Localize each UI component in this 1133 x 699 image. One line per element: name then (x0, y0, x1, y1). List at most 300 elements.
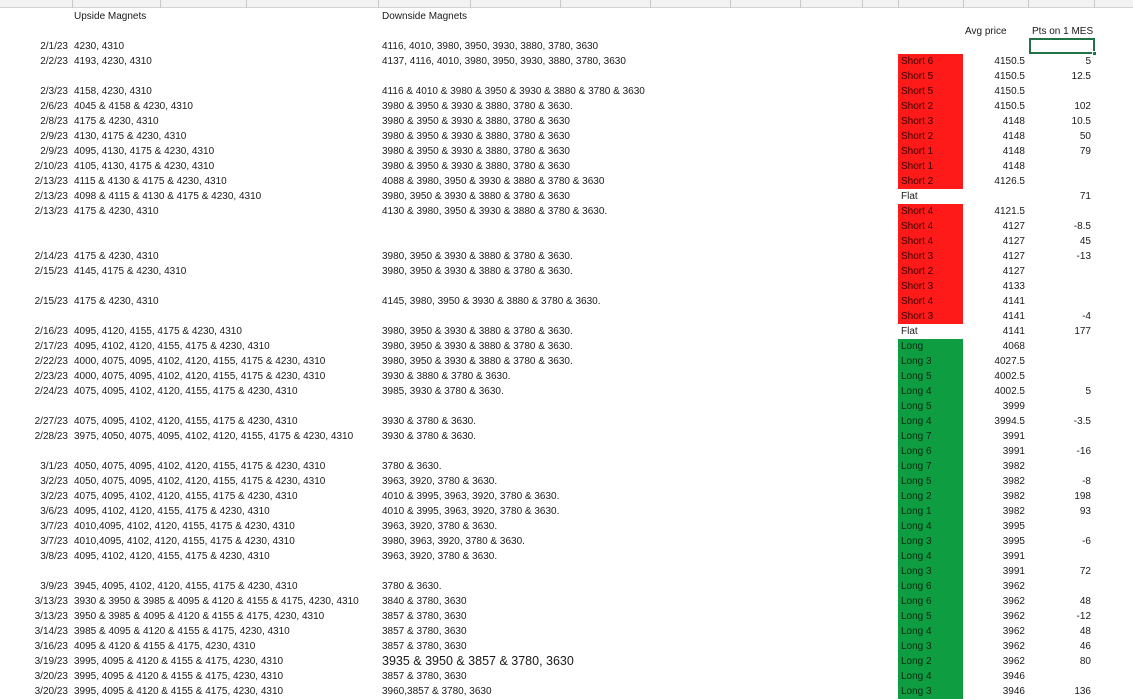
column-divider (862, 0, 863, 8)
date-cell[interactable]: 3/20/23 (34, 671, 68, 682)
downside-magnets-cell[interactable] (382, 219, 712, 234)
downside-magnets-cell[interactable]: 4130 & 3980, 3950 & 3930 & 3880 & 3780 & 3630. (382, 206, 608, 217)
upside-magnets-cell[interactable]: 4175 & 4230, 4310 (74, 251, 159, 262)
avg-price-cell[interactable]: 3982 (1002, 461, 1025, 472)
upside-magnets-cell[interactable]: 4175 & 4230, 4310 (74, 206, 159, 217)
position-cell[interactable]: Short 4 (898, 204, 963, 219)
points-cell[interactable]: 71 (1079, 191, 1091, 202)
table-row (0, 309, 1133, 324)
points-cell[interactable] (1030, 204, 1093, 219)
column-divider (650, 0, 651, 8)
upside-magnets-cell[interactable]: 4075, 4095, 4102, 4120, 4155, 4175 & 4230, 4310 (74, 386, 298, 397)
table-row (0, 444, 1133, 459)
position-cell[interactable]: Short 3 (898, 249, 963, 264)
avg-price-cell[interactable]: 3991 (1002, 551, 1025, 562)
points-cell[interactable] (1030, 339, 1093, 354)
upside-magnets-cell[interactable]: 3930 & 3950 & 3985 & 4095 & 4120 & 4155 & 4175, 4230, 4310 (74, 596, 359, 607)
position-cell[interactable]: Long 2 (898, 654, 963, 669)
table-row (0, 384, 1133, 399)
date-cell[interactable]: 2/2/23 (40, 56, 68, 67)
upside-magnets-cell[interactable]: 3985 & 4095 & 4120 & 4155 & 4175, 4230, 4310 (74, 626, 290, 637)
downside-magnets-cell[interactable]: 3980, 3950 & 3930 & 3880 & 3780 & 3630. (382, 356, 573, 367)
avg-price-cell[interactable]: 4027.5 (994, 356, 1025, 367)
position-cell[interactable]: Short 2 (898, 264, 963, 279)
downside-magnets-cell[interactable]: 4116, 4010, 3980, 3950, 3930, 3880, 3780, 3630 (382, 41, 599, 52)
downside-magnets-cell[interactable] (382, 279, 712, 294)
position-cell[interactable]: Long 4 (898, 414, 963, 429)
date-cell[interactable]: 2/9/23 (40, 146, 68, 157)
upside-magnets-cell[interactable]: 4095 & 4120 & 4155 & 4175, 4230, 4310 (74, 641, 256, 652)
downside-magnets-cell[interactable]: 3930 & 3780 & 3630. (382, 431, 476, 442)
downside-magnets-cell[interactable]: 3980 & 3950 & 3930 & 3880, 3780 & 3630 (382, 161, 570, 172)
downside-magnets-cell[interactable] (382, 234, 712, 249)
date-cell[interactable]: 2/23/23 (34, 371, 68, 382)
upside-magnets-cell[interactable]: 4075, 4095, 4102, 4120, 4155, 4175 & 4230, 4310 (74, 491, 298, 502)
points-cell[interactable]: 5 (1085, 386, 1091, 397)
points-cell[interactable]: 5 (1085, 56, 1091, 67)
avg-price-cell[interactable]: 3946 (1002, 671, 1025, 682)
date-cell[interactable]: 3/2/23 (40, 476, 68, 487)
downside-magnets-cell[interactable]: 3980, 3950 & 3930 & 3880 & 3780 & 3630. (382, 341, 573, 352)
position-cell[interactable]: Long 3 (898, 564, 963, 579)
upside-magnets-cell[interactable]: 4095, 4120, 4155, 4175 & 4230, 4310 (74, 326, 242, 337)
date-cell[interactable]: 3/1/23 (40, 461, 68, 472)
avg-price-cell[interactable]: 3999 (1002, 401, 1025, 412)
upside-magnets-cell[interactable]: 4075, 4095, 4102, 4120, 4155, 4175 & 4230, 4310 (74, 416, 298, 427)
column-divider (246, 0, 247, 8)
points-cell[interactable]: 48 (1079, 596, 1091, 607)
points-cell[interactable] (1030, 174, 1093, 189)
position-cell[interactable]: Long (898, 339, 963, 354)
position-cell[interactable]: Long 1 (898, 504, 963, 519)
upside-magnets-cell[interactable]: 4230, 4310 (74, 41, 125, 52)
avg-price-cell[interactable]: 3962 (1002, 596, 1025, 607)
points-cell[interactable]: 79 (1079, 146, 1091, 157)
points-cell[interactable]: -6 (1082, 536, 1091, 547)
table-row (0, 339, 1133, 354)
points-cell[interactable]: -16 (1076, 446, 1091, 457)
position-cell[interactable]: Short 2 (898, 99, 963, 114)
date-cell[interactable] (0, 234, 72, 249)
position-cell[interactable]: Flat (898, 189, 963, 204)
avg-price-cell[interactable]: 4148 (1002, 116, 1025, 127)
column-divider (1028, 0, 1029, 8)
avg-price-cell[interactable]: 4127 (1002, 221, 1025, 232)
date-cell[interactable]: 2/15/23 (34, 266, 68, 277)
avg-price-cell[interactable]: 4150.5 (994, 71, 1025, 82)
points-cell[interactable] (1030, 264, 1093, 279)
avg-price-cell[interactable]: 4148 (1002, 161, 1025, 172)
points-cell[interactable]: -3.5 (1073, 416, 1091, 427)
avg-price-cell[interactable]: 3995 (1002, 536, 1025, 547)
position-cell[interactable]: Long 5 (898, 369, 963, 384)
points-cell[interactable]: -12 (1076, 611, 1091, 622)
avg-price-cell[interactable]: 4002.5 (994, 386, 1025, 397)
points-cell[interactable]: 10.5 (1071, 116, 1091, 127)
column-divider (160, 0, 161, 8)
points-cell[interactable]: 46 (1079, 641, 1091, 652)
position-cell[interactable]: Long 4 (898, 549, 963, 564)
date-cell[interactable]: 3/13/23 (34, 596, 68, 607)
position-cell[interactable]: Short 2 (898, 174, 963, 189)
table-row (0, 69, 1133, 84)
avg-price-cell[interactable]: 4002.5 (994, 371, 1025, 382)
points-cell[interactable] (1030, 369, 1093, 384)
avg-price-cell[interactable]: 3995 (1002, 521, 1025, 532)
upside-magnets-cell[interactable]: 4095, 4102, 4120, 4155, 4175 & 4230, 4310 (74, 551, 270, 562)
table-row (0, 549, 1133, 564)
date-cell[interactable] (0, 309, 72, 324)
downside-magnets-cell[interactable]: 3980, 3950 & 3930 & 3880 & 3780 & 3630. (382, 251, 573, 262)
upside-magnets-cell[interactable]: 4095, 4102, 4120, 4155, 4175 & 4230, 4310 (74, 506, 270, 517)
points-cell[interactable] (1030, 294, 1093, 309)
avg-price-cell[interactable]: 4150.5 (994, 101, 1025, 112)
date-cell[interactable] (0, 219, 72, 234)
downside-magnets-cell[interactable]: 4010 & 3995, 3963, 3920, 3780 & 3630. (382, 491, 560, 502)
downside-magnets-cell[interactable]: 3980 & 3950 & 3930 & 3880, 3780 & 3630. (382, 101, 573, 112)
date-cell[interactable]: 2/8/23 (40, 116, 68, 127)
date-cell[interactable]: 3/7/23 (40, 536, 68, 547)
avg-price-cell[interactable]: 3994.5 (994, 416, 1025, 427)
table-row (0, 609, 1133, 624)
downside-magnets-cell[interactable]: 4116 & 4010 & 3980 & 3950 & 3930 & 3880 & 3780 & 3630 (382, 86, 645, 97)
points-cell[interactable]: 12.5 (1071, 71, 1091, 82)
avg-price-cell[interactable]: 4141 (1002, 326, 1025, 337)
table-row (0, 474, 1133, 489)
position-cell[interactable]: Long 7 (898, 429, 963, 444)
date-cell[interactable]: 2/13/23 (34, 206, 68, 217)
date-cell[interactable] (0, 564, 72, 579)
points-cell[interactable] (1030, 669, 1093, 684)
date-cell[interactable]: 2/13/23 (34, 176, 68, 187)
upside-magnets-cell[interactable]: 3945, 4095, 4102, 4120, 4155, 4175 & 4230, 4310 (74, 581, 298, 592)
points-cell[interactable]: -4 (1082, 311, 1091, 322)
points-cell[interactable] (1030, 84, 1093, 99)
points-cell[interactable]: -8.5 (1073, 221, 1091, 232)
points-cell[interactable]: 72 (1079, 566, 1091, 577)
avg-price-cell[interactable]: 3991 (1002, 566, 1025, 577)
position-cell[interactable]: Long 6 (898, 594, 963, 609)
active-cell-selection[interactable] (1029, 38, 1095, 54)
downside-magnets-cell[interactable]: 3980 & 3950 & 3930 & 3880, 3780 & 3630 (382, 116, 570, 127)
table-row (0, 354, 1133, 369)
date-cell[interactable]: 2/6/23 (40, 101, 68, 112)
position-cell[interactable]: Long 5 (898, 609, 963, 624)
points-cell[interactable] (1030, 399, 1093, 414)
date-cell[interactable]: 2/16/23 (34, 326, 68, 337)
avg-price-cell[interactable]: 4150.5 (994, 56, 1025, 67)
date-cell[interactable]: 2/10/23 (34, 161, 68, 172)
upside-magnets-cell[interactable]: 4175 & 4230, 4310 (74, 116, 159, 127)
avg-price-cell[interactable]: 3962 (1002, 626, 1025, 637)
column-header-bar[interactable] (0, 0, 1133, 8)
points-cell[interactable]: 45 (1079, 236, 1091, 247)
downside-magnets-cell[interactable]: 3857 & 3780, 3630 (382, 611, 467, 622)
upside-magnets-cell[interactable]: 4095, 4102, 4120, 4155, 4175 & 4230, 4310 (74, 341, 270, 352)
upside-magnets-cell[interactable] (74, 279, 378, 294)
avg-price-cell[interactable]: 4127 (1002, 251, 1025, 262)
date-cell[interactable]: 2/9/23 (40, 131, 68, 142)
avg-price-cell[interactable] (963, 39, 1027, 54)
upside-magnets-header[interactable]: Upside Magnets (74, 11, 147, 22)
avg-price-cell[interactable]: 4121.5 (994, 206, 1025, 217)
position-cell[interactable]: Short 5 (898, 84, 963, 99)
table-row (0, 189, 1133, 204)
avg-price-cell[interactable]: 4141 (1002, 296, 1025, 307)
points-cell[interactable]: 177 (1074, 326, 1091, 337)
upside-magnets-cell[interactable]: 3995, 4095 & 4120 & 4155 & 4175, 4230, 4310 (74, 656, 284, 667)
downside-magnets-cell[interactable] (382, 69, 712, 84)
date-cell[interactable]: 3/9/23 (40, 581, 68, 592)
position-cell[interactable]: Long 5 (898, 399, 963, 414)
avg-price-cell[interactable]: 3962 (1002, 641, 1025, 652)
avg-price-cell[interactable]: 3962 (1002, 656, 1025, 667)
date-cell[interactable]: 3/6/23 (40, 506, 68, 517)
date-cell[interactable]: 2/1/23 (40, 41, 68, 52)
table-row (0, 54, 1133, 69)
downside-magnets-cell[interactable]: 3930 & 3880 & 3780 & 3630. (382, 371, 511, 382)
date-cell[interactable]: 2/14/23 (34, 251, 68, 262)
upside-magnets-cell[interactable]: 4105, 4130, 4175 & 4230, 4310 (74, 161, 215, 172)
position-cell[interactable]: Short 6 (898, 54, 963, 69)
table-row (0, 84, 1133, 99)
downside-magnets-cell[interactable] (382, 309, 712, 324)
upside-magnets-cell[interactable] (74, 564, 378, 579)
column-divider (470, 0, 471, 8)
date-cell[interactable]: 3/2/23 (40, 491, 68, 502)
upside-magnets-cell[interactable]: 4045 & 4158 & 4230, 4310 (74, 101, 193, 112)
date-cell[interactable] (0, 69, 72, 84)
date-cell[interactable]: 3/16/23 (34, 641, 68, 652)
avg-price-cell[interactable]: 3946 (1002, 686, 1025, 697)
position-cell[interactable]: Short 5 (898, 69, 963, 84)
points-cell[interactable]: 48 (1079, 626, 1091, 637)
position-cell[interactable]: Long 3 (898, 684, 963, 699)
position-cell[interactable]: Long 6 (898, 444, 963, 459)
downside-magnets-cell[interactable]: 3985, 3930 & 3780 & 3630. (382, 386, 504, 397)
upside-magnets-cell[interactable]: 4095, 4130, 4175 & 4230, 4310 (74, 146, 215, 157)
upside-magnets-cell[interactable]: 3975, 4050, 4075, 4095, 4102, 4120, 4155, 4175 & 4230, 4310 (74, 431, 354, 442)
upside-magnets-cell[interactable] (74, 399, 378, 414)
downside-magnets-cell[interactable] (382, 399, 712, 414)
subheader-row (0, 24, 1133, 39)
upside-magnets-cell[interactable]: 4050, 4075, 4095, 4102, 4120, 4155, 4175 & 4230, 4310 (74, 476, 326, 487)
upside-magnets-cell[interactable]: 3995, 4095 & 4120 & 4155 & 4175, 4230, 4310 (74, 671, 284, 682)
upside-magnets-cell[interactable] (74, 219, 378, 234)
downside-magnets-cell[interactable]: 3980, 3963, 3920, 3780 & 3630. (382, 536, 525, 547)
downside-magnets-cell[interactable]: 3930 & 3780 & 3630. (382, 416, 476, 427)
upside-magnets-cell[interactable]: 3995, 4095 & 4120 & 4155 & 4175, 4230, 4310 (74, 686, 284, 697)
upside-magnets-cell[interactable] (74, 309, 378, 324)
downside-magnets-cell[interactable]: 3857 & 3780, 3630 (382, 626, 467, 637)
date-cell[interactable]: 2/28/23 (34, 431, 68, 442)
downside-magnets-cell[interactable]: 3780 & 3630. (382, 581, 442, 592)
avg-price-cell[interactable]: 4148 (1002, 146, 1025, 157)
upside-magnets-cell[interactable]: 4098 & 4115 & 4130 & 4175 & 4230, 4310 (74, 191, 262, 202)
date-cell[interactable]: 2/13/23 (34, 191, 68, 202)
upside-magnets-cell[interactable] (74, 69, 378, 84)
avg-price-cell[interactable]: 4127 (1002, 236, 1025, 247)
points-cell[interactable] (1030, 354, 1093, 369)
position-cell[interactable]: Long 4 (898, 519, 963, 534)
date-cell[interactable]: 2/27/23 (34, 416, 68, 427)
upside-magnets-cell[interactable]: 4175 & 4230, 4310 (74, 296, 159, 307)
position-cell[interactable]: Long 6 (898, 579, 963, 594)
avg-price-cell[interactable]: 3982 (1002, 476, 1025, 487)
avg-price-cell[interactable]: 4150.5 (994, 86, 1025, 97)
table-row (0, 39, 1133, 54)
position-cell[interactable]: Short 3 (898, 309, 963, 324)
position-cell[interactable]: Long 4 (898, 624, 963, 639)
position-cell[interactable]: Long 5 (898, 474, 963, 489)
upside-magnets-cell[interactable]: 4130, 4175 & 4230, 4310 (74, 131, 187, 142)
upside-magnets-cell[interactable]: 4115 & 4130 & 4175 & 4230, 4310 (74, 176, 227, 187)
downside-magnets-cell[interactable]: 3980 & 3950 & 3930 & 3880, 3780 & 3630 (382, 131, 570, 142)
avg-price-cell[interactable]: 4148 (1002, 131, 1025, 142)
points-cell[interactable] (1030, 459, 1093, 474)
upside-magnets-cell[interactable]: 4010,4095, 4102, 4120, 4155, 4175 & 4230, 4310 (74, 536, 295, 547)
downside-magnets-cell[interactable]: 3857 & 3780, 3630 (382, 671, 467, 682)
column-divider (1094, 0, 1095, 8)
date-cell[interactable]: 2/17/23 (34, 341, 68, 352)
date-cell[interactable] (0, 444, 72, 459)
downside-magnets-cell[interactable]: 3980, 3950 & 3930 & 3880 & 3780 & 3630 (382, 191, 570, 202)
points-cell[interactable]: 198 (1074, 491, 1091, 502)
position-cell[interactable]: Short 2 (898, 129, 963, 144)
position-cell[interactable]: Short 3 (898, 279, 963, 294)
avg-price-cell[interactable]: 4068 (1002, 341, 1025, 352)
downside-magnets-cell[interactable]: 3963, 3920, 3780 & 3630. (382, 551, 498, 562)
avg-price-cell[interactable]: 4127 (1002, 266, 1025, 277)
points-cell[interactable] (1030, 579, 1093, 594)
upside-magnets-cell[interactable]: 4158, 4230, 4310 (74, 86, 152, 97)
avg-price-cell[interactable]: 4141 (1002, 311, 1025, 322)
points-cell[interactable] (1030, 279, 1093, 294)
table-row (0, 639, 1133, 654)
points-cell[interactable]: 80 (1079, 656, 1091, 667)
position-cell[interactable]: Short 4 (898, 234, 963, 249)
points-cell[interactable] (1030, 519, 1093, 534)
table-row (0, 129, 1133, 144)
date-cell[interactable]: 3/14/23 (34, 626, 68, 637)
table-row (0, 219, 1133, 234)
position-cell[interactable]: Short 4 (898, 294, 963, 309)
date-cell[interactable] (0, 399, 72, 414)
date-cell[interactable]: 2/3/23 (40, 86, 68, 97)
upside-magnets-cell[interactable]: 4000, 4075, 4095, 4102, 4120, 4155, 4175 & 4230, 4310 (74, 356, 326, 367)
points-cell[interactable]: 93 (1079, 506, 1091, 517)
downside-magnets-cell[interactable]: 3963, 3920, 3780 & 3630. (382, 521, 498, 532)
points-cell[interactable] (1030, 429, 1093, 444)
downside-magnets-cell[interactable]: 4145, 3980, 3950 & 3930 & 3880 & 3780 & 3630. (382, 296, 601, 307)
avg-price-cell[interactable]: 3982 (1002, 491, 1025, 502)
table-row (0, 594, 1133, 609)
avg-price-header[interactable]: Avg price (965, 26, 1007, 37)
downside-magnets-cell[interactable]: 3840 & 3780, 3630 (382, 596, 467, 607)
avg-price-cell[interactable]: 3982 (1002, 506, 1025, 517)
date-cell[interactable]: 3/13/23 (34, 611, 68, 622)
position-cell[interactable]: Short 1 (898, 159, 963, 174)
table-row (0, 99, 1133, 114)
points-cell[interactable]: 50 (1079, 131, 1091, 142)
points-cell[interactable]: 102 (1074, 101, 1091, 112)
avg-price-cell[interactable]: 4126.5 (994, 176, 1025, 187)
upside-magnets-cell[interactable]: 3950 & 3985 & 4095 & 4120 & 4155 & 4175, 4230, 4310 (74, 611, 325, 622)
downside-magnets-cell[interactable]: 3963, 3920, 3780 & 3630. (382, 476, 498, 487)
position-cell[interactable]: Short 3 (898, 114, 963, 129)
position-cell[interactable]: Short 1 (898, 144, 963, 159)
date-cell[interactable] (0, 279, 72, 294)
position-cell[interactable]: Long 3 (898, 534, 963, 549)
upside-magnets-cell[interactable]: 4050, 4075, 4095, 4102, 4120, 4155, 4175 & 4230, 4310 (74, 461, 326, 472)
downside-magnets-cell[interactable]: 3780 & 3630. (382, 461, 442, 472)
position-cell[interactable]: Long 2 (898, 489, 963, 504)
downside-magnets-cell[interactable]: 3980, 3950 & 3930 & 3880 & 3780 & 3630. (382, 326, 573, 337)
position-cell[interactable]: Long 4 (898, 669, 963, 684)
pts-header[interactable]: Pts on 1 MES (1032, 26, 1094, 37)
table-row (0, 429, 1133, 444)
date-cell[interactable]: 3/19/23 (34, 656, 68, 667)
position-cell[interactable]: Long 3 (898, 354, 963, 369)
downside-magnets-cell[interactable]: 3980 & 3950 & 3930 & 3880, 3780 & 3630 (382, 146, 570, 157)
points-cell[interactable]: 136 (1074, 686, 1091, 697)
downside-magnets-cell[interactable]: 3935 & 3950 & 3857 & 3780, 3630 (382, 654, 574, 668)
date-cell[interactable]: 2/22/23 (34, 356, 68, 367)
position-cell[interactable]: Long 7 (898, 459, 963, 474)
upside-magnets-cell[interactable]: 4000, 4075, 4095, 4102, 4120, 4155, 4175 & 4230, 4310 (74, 371, 326, 382)
avg-price-cell[interactable]: 4133 (1002, 281, 1025, 292)
downside-magnets-cell[interactable]: 4010 & 3995, 3963, 3920, 3780 & 3630. (382, 506, 560, 517)
upside-magnets-cell[interactable]: 4193, 4230, 4310 (74, 56, 152, 67)
upside-magnets-cell[interactable] (74, 234, 378, 249)
points-cell[interactable] (1030, 549, 1093, 564)
downside-magnets-cell[interactable]: 3857 & 3780, 3630 (382, 641, 467, 652)
downside-magnets-cell[interactable] (382, 444, 712, 459)
points-cell[interactable]: -8 (1082, 476, 1091, 487)
position-cell[interactable]: Long 4 (898, 384, 963, 399)
avg-price-cell[interactable]: 3991 (1002, 431, 1025, 442)
column-divider (560, 0, 561, 8)
fill-handle[interactable] (1092, 51, 1097, 56)
downside-magnets-cell[interactable]: 3980, 3950 & 3930 & 3880 & 3780 & 3630. (382, 266, 573, 277)
points-cell[interactable]: -13 (1076, 251, 1091, 262)
avg-price-cell[interactable] (963, 189, 1027, 204)
date-cell[interactable]: 3/8/23 (40, 551, 68, 562)
position-cell[interactable] (898, 39, 963, 54)
downside-magnets-cell[interactable]: 4088 & 3980, 3950 & 3930 & 3880 & 3780 & 3630 (382, 176, 605, 187)
date-cell[interactable]: 2/15/23 (34, 296, 68, 307)
date-cell[interactable]: 3/20/23 (34, 686, 68, 697)
downside-magnets-header[interactable]: Downside Magnets (382, 11, 468, 22)
upside-magnets-cell[interactable]: 4145, 4175 & 4230, 4310 (74, 266, 187, 277)
points-cell[interactable] (1030, 159, 1093, 174)
date-cell[interactable]: 3/7/23 (40, 521, 68, 532)
downside-magnets-cell[interactable]: 4137, 4116, 4010, 3980, 3950, 3930, 3880, 3780, 3630 (382, 56, 626, 67)
position-cell[interactable]: Short 4 (898, 219, 963, 234)
avg-price-cell[interactable]: 3962 (1002, 581, 1025, 592)
table-row (0, 159, 1133, 174)
date-cell[interactable]: 2/24/23 (34, 386, 68, 397)
avg-price-cell[interactable]: 3962 (1002, 611, 1025, 622)
column-divider (72, 0, 73, 8)
downside-magnets-cell[interactable] (382, 564, 712, 579)
position-cell[interactable]: Long 3 (898, 639, 963, 654)
upside-magnets-cell[interactable] (74, 444, 378, 459)
upside-magnets-cell[interactable]: 4010,4095, 4102, 4120, 4155, 4175 & 4230, 4310 (74, 521, 295, 532)
downside-magnets-cell[interactable]: 3960,3857 & 3780, 3630 (382, 686, 492, 697)
avg-price-cell[interactable]: 3991 (1002, 446, 1025, 457)
position-cell[interactable]: Flat (898, 324, 963, 339)
